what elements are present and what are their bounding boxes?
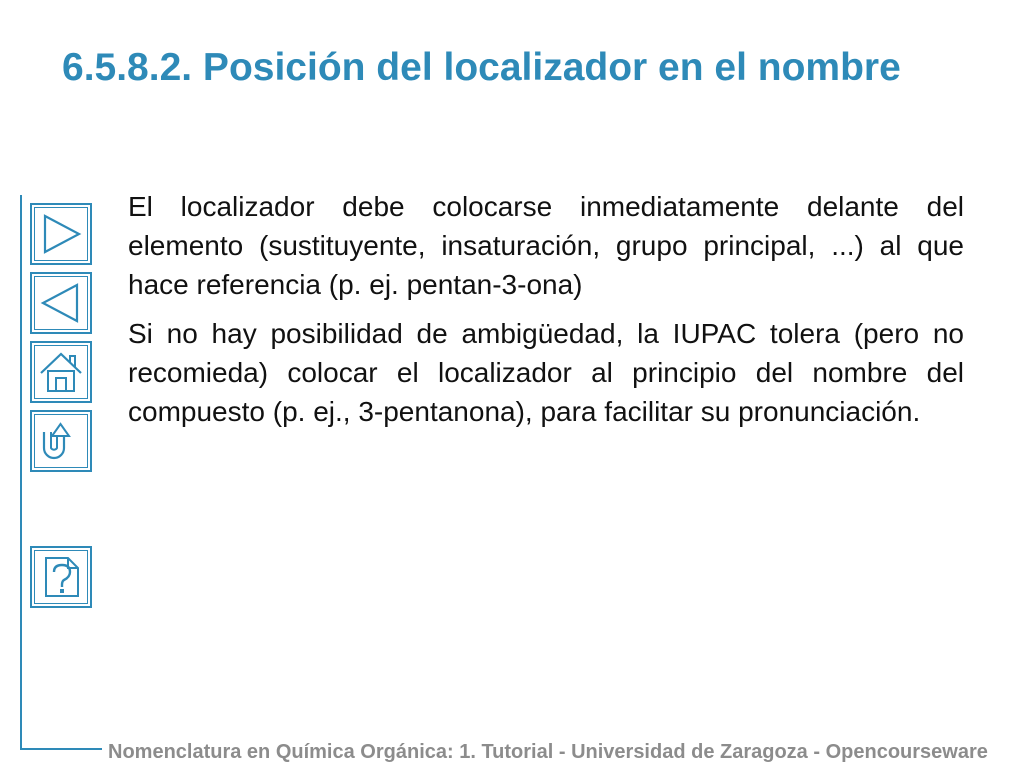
return-icon [38,418,84,464]
paragraph-iupac-tolerance: Si no hay posibilidad de ambigüedad, la IUPAC tolera (pero no recomieda) colocar el localizador al principio del nombre del compuesto (p. ej., 3-pentanona), para facilitar su pronunciación. [128,318,964,427]
help-button[interactable] [30,546,92,608]
return-button[interactable] [30,410,92,472]
help-icon [38,554,84,600]
slide-content [128,187,964,441]
next-arrow-icon [39,212,83,256]
home-button[interactable] [30,341,92,403]
paragraph-locator-position: El localizador debe colocarse inmediatamente delante del elemento (sustituyente, insaturación, grupo principal, ...) al que hace referencia (p. ej. pentan-3-ona) [128,191,964,300]
slide-title: 6.5.8.2. Posición del localizador en el nombre [62,46,901,89]
previous-arrow-icon [39,281,83,325]
footer-credits: Nomenclatura en Química Orgánica: 1. Tutorial - Universidad de Zaragoza - Opencourseware [108,741,988,763]
home-icon [38,349,84,395]
next-slide-button[interactable] [30,203,92,265]
previous-slide-button[interactable] [30,272,92,334]
